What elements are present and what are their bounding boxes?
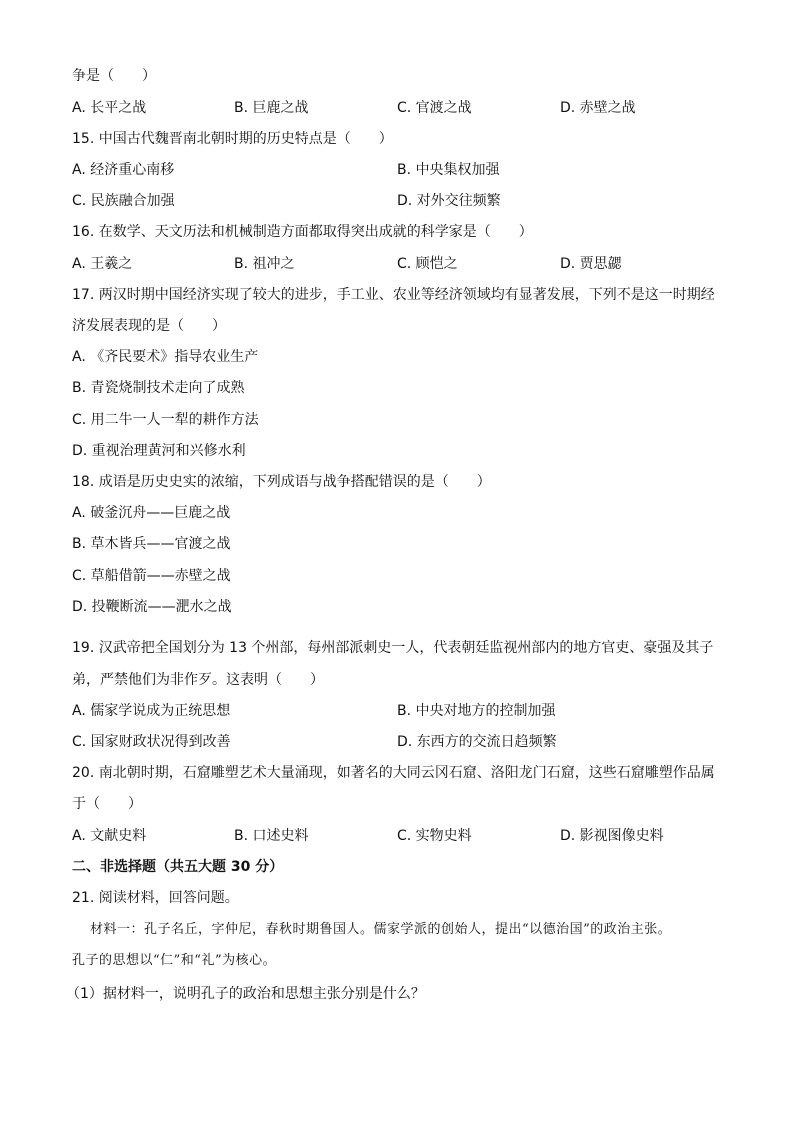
- q14-option-b: B. 巨鹿之战: [234, 100, 309, 116]
- q19-option-d: D. 东西方的交流日趋频繁: [397, 734, 557, 750]
- question-17: 17. 两汉时期中国经济实现了较大的进步，手工业、农业等经济领域均有显著发展，下列不是这一时期经: [72, 287, 715, 303]
- q15-option-a: A. 经济重心南移: [72, 162, 175, 178]
- question-20: 20. 南北朝时期，石窟雕塑艺术大量涌现，如著名的大同云冈石窟、洛阳龙门石窟，这些石窟雕塑作品属: [72, 765, 715, 781]
- q18-option-d: D. 投鞭断流——淝水之战: [72, 599, 232, 615]
- q18-option-b: B. 草木皆兵——官渡之战: [72, 536, 231, 552]
- q17-option-a: A. 《齐民要术》指导农业生产: [72, 349, 259, 365]
- q20-option-c: C. 实物史料: [397, 828, 472, 844]
- material-1-line-1: 材料一：孔子名丘，字仲尼，春秋时期鲁国人。儒家学派的创始人，提出“以德治国”的政治主张。: [90, 922, 672, 937]
- q20-option-b: B. 口述史料: [234, 828, 309, 844]
- q18-option-a: A. 破釜沉舟——巨鹿之战: [72, 505, 231, 521]
- question-19-cont: 弟，严禁他们为非作歹。这表明（ ）: [72, 672, 324, 688]
- question-17-cont: 济发展表现的是（ ）: [72, 318, 226, 334]
- q18-option-c: C. 草船借箭——赤壁之战: [72, 568, 231, 584]
- q14-option-d: D. 赤壁之战: [560, 100, 636, 116]
- question-21: 21. 阅读材料，回答问题。: [72, 890, 239, 906]
- q16-option-d: D. 贾思勰: [560, 256, 622, 272]
- q14-option-a: A. 长平之战: [72, 100, 147, 116]
- q15-option-d: D. 对外交往频繁: [397, 193, 501, 209]
- q15-option-b: B. 中央集权加强: [397, 162, 500, 178]
- q16-option-b: B. 祖冲之: [234, 256, 295, 272]
- q20-option-a: A. 文献史料: [72, 828, 147, 844]
- q19-option-b: B. 中央对地方的控制加强: [397, 703, 556, 719]
- q19-option-a: A. 儒家学说成为正统思想: [72, 703, 231, 719]
- q16-option-c: C. 顾恺之: [397, 256, 458, 272]
- q19-option-c: C. 国家财政状况得到改善: [72, 734, 231, 750]
- question-16: 16. 在数学、天文历法和机械制造方面都取得突出成就的科学家是（ ）: [72, 224, 533, 240]
- material-1-line-2: 孔子的思想以“仁”和“礼”为核心。: [72, 953, 277, 968]
- question-21-part-1: （1）据材料一，说明孔子的政治和思想主张分别是什么？: [66, 986, 425, 1002]
- question-19: 19. 汉武帝把全国划分为 13 个州部，每州部派刺史一人，代表朝廷监视州部内的地方官吏、豪强及其子: [72, 640, 714, 656]
- section-2-heading: 二、非选择题（共五大题 30 分）: [72, 859, 284, 875]
- q16-option-a: A. 王羲之: [72, 256, 133, 272]
- q17-option-d: D. 重视治理黄河和兴修水利: [72, 443, 246, 459]
- q17-option-c: C. 用二牛一人一犁的耕作方法: [72, 412, 259, 428]
- question-14-stem-tail: 争是（ ）: [72, 68, 156, 84]
- question-20-cont: 于（ ）: [72, 796, 142, 812]
- q17-option-b: B. 青瓷烧制技术走向了成熟: [72, 380, 245, 396]
- question-15: 15. 中国古代魏晋南北朝时期的历史特点是（ ）: [72, 131, 393, 147]
- q15-option-c: C. 民族融合加强: [72, 193, 175, 209]
- question-18: 18. 成语是历史史实的浓缩，下列成语与战争搭配错误的是（ ）: [72, 474, 491, 490]
- q20-option-d: D. 影视图像史料: [560, 828, 664, 844]
- q14-option-c: C. 官渡之战: [397, 100, 472, 116]
